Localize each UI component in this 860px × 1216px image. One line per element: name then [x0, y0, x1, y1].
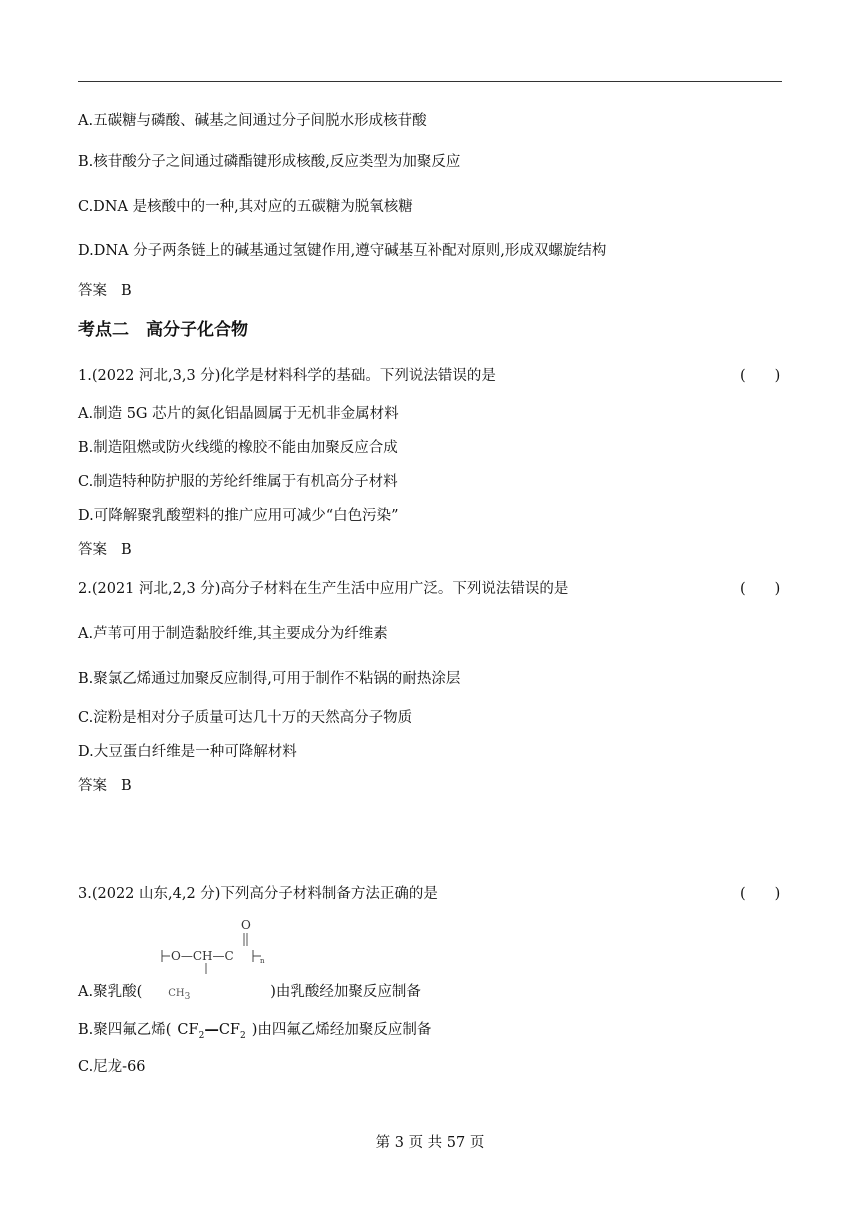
q1-answer-paren: ( ) [740, 368, 781, 384]
q1-option-a: A.制造 5G 芯片的氮化铝晶圆属于无机非金属材料 [78, 406, 399, 422]
q2-option-b: B.聚氯乙烯通过加聚反应制得,可用于制作不粘锅的耐热涂层 [78, 671, 461, 687]
cf2-cf2-formula: $CF_2—CF_2$ [177, 1021, 246, 1041]
q2-option-d: D.大豆蛋白纤维是一种可降解材料 [78, 744, 297, 760]
formula-placeholder [142, 983, 270, 1006]
answer-label: 答案 [78, 283, 107, 299]
option-c-top: C.DNA 是核酸中的一种,其对应的五碳糖为脱氧核糖 [78, 199, 413, 215]
answer-label: 答案 [78, 778, 107, 794]
q2-option-c: C.淀粉是相对分子质量可达几十万的天然高分子物质 [78, 710, 413, 726]
q3-option-a-prefix: A.聚乳酸( [78, 984, 143, 1000]
q3-option-a [78, 983, 421, 1006]
q3-option-b-suffix: )由四氟乙烯经加聚反应制备 [251, 1022, 432, 1038]
formula-o-top: O [241, 918, 251, 932]
q2-option-a: A.芦苇可用于制造黏胶纤维,其主要成分为纤维素 [78, 626, 388, 642]
page-footer: 第 3 页 共 57 页 [375, 1135, 485, 1151]
answer-top [78, 282, 132, 300]
q1-option-b: B.制造阻燃或防火线缆的橡胶不能由加聚反应合成 [78, 440, 398, 456]
q1-stem: 1.(2022 河北,3,3 分)化学是材料科学的基础。下列说法错误的是 [78, 368, 496, 384]
formula-n: n [260, 957, 265, 965]
option-a-top: A.五碳糖与磷酸、碱基之间通过分子间脱水形成核苷酸 [78, 113, 427, 129]
q3-option-a-suffix: )由乳酸经加聚反应制备 [270, 984, 421, 1000]
q3-option-b-prefix: B.聚四氟乙烯( [78, 1022, 172, 1038]
answer-value: B [121, 283, 132, 299]
q1-option-d: D.可降解聚乳酸塑料的推广应用可减少“白色污染” [78, 508, 399, 524]
q2-answer-paren: ( ) [740, 581, 781, 597]
formula-chain: O—CH—C [171, 949, 234, 963]
header-rule [78, 81, 782, 82]
q3-option-c: C.尼龙-66 [78, 1059, 146, 1075]
answer-value: B [121, 542, 132, 558]
q2-answer [78, 777, 132, 795]
option-b-top: B.核苷酸分子之间通过磷酯键形成核酸,反应类型为加聚反应 [78, 154, 461, 170]
q3-option-b [78, 1021, 431, 1045]
polylactic-acid-structure [150, 914, 280, 974]
q3-answer-paren: ( ) [740, 886, 781, 902]
option-d-top: D.DNA 分子两条链上的碱基通过氢键作用,遵守碱基互补配对原则,形成双螺旋结构 [78, 243, 607, 259]
q1-option-c: C.制造特种防护服的芳纶纤维属于有机高分子材料 [78, 474, 398, 490]
formula-ch3: $CH_3$ [168, 988, 191, 1002]
answer-label: 答案 [78, 542, 107, 558]
answer-value: B [121, 778, 132, 794]
q3-stem: 3.(2022 山东,4,2 分)下列高分子材料制备方法正确的是 [78, 886, 438, 902]
q1-answer [78, 541, 132, 559]
q2-stem: 2.(2021 河北,2,3 分)高分子材料在生产生活中应用广泛。下列说法错误的是 [78, 581, 569, 597]
section-title: 考点二 高分子化合物 [78, 320, 248, 340]
